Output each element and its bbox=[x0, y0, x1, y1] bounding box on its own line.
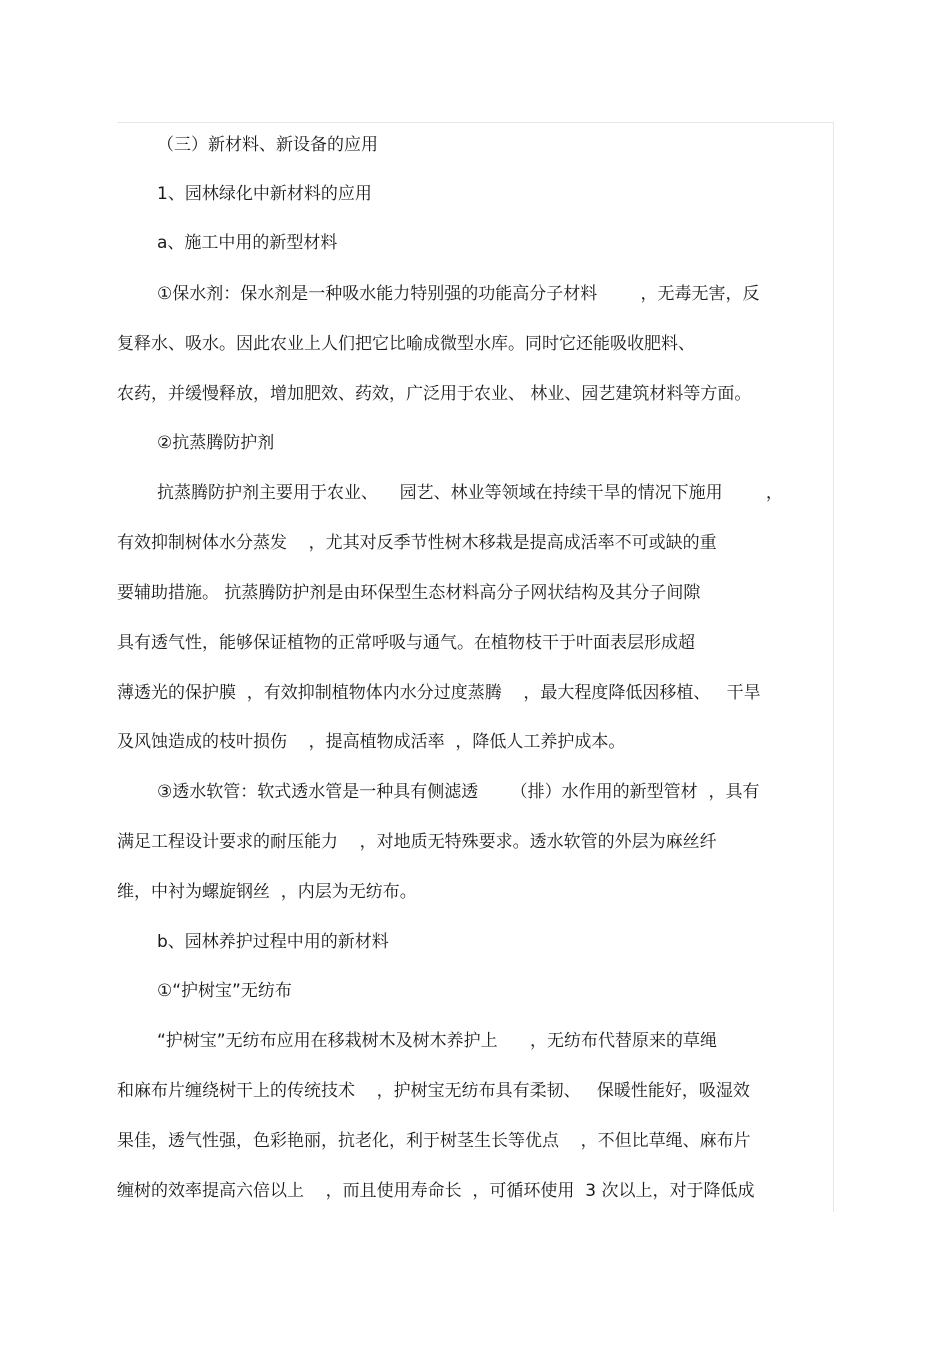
subsection-heading: 1、园林绿化中新材料的应用 bbox=[157, 184, 372, 204]
paragraph-line: 复释水、吸水。因此农业上人们把它比喻成微型水库。同时它还能吸收肥料、 bbox=[117, 334, 695, 354]
paragraph-line: 及风蚀造成的枝叶损伤 ，提高植物成活率 ，降低人工养护成本。 bbox=[117, 732, 626, 752]
paragraph-line: 薄透光的保护膜 ，有效抑制植物体内水分过度蒸腾 ，最大程度降低因移植、 干旱 bbox=[117, 683, 761, 703]
page-frame-top-border bbox=[117, 122, 833, 123]
item-heading: ①“护树宝”无纺布 bbox=[157, 981, 292, 1001]
paragraph-line: ①保水剂：保水剂是一种吸水能力特别强的功能高分子材料 ，无毒无害，反 bbox=[157, 284, 760, 304]
paragraph-line: 农药，并缓慢释放，增加肥效、药效，广泛用于农业、 林业、园艺建筑材料等方面。 bbox=[117, 384, 752, 404]
paragraph-line: ③透水软管：软式透水管是一种具有侧滤透 （排）水作用的新型管材 ，具有 bbox=[157, 782, 760, 802]
paragraph-line: 维，中衬为螺旋钢丝 ，内层为无纺布。 bbox=[117, 882, 417, 902]
paragraph-line: 抗蒸腾防护剂主要用于农业、 园艺、林业等领域在持续干旱的情况下施用 ， bbox=[157, 483, 783, 503]
paragraph-line: 果佳，透气性强，色彩艳丽，抗老化，利于树茎生长等优点 ，不但比草绳、麻布片 bbox=[117, 1131, 751, 1151]
paragraph-line: 有效抑制树体水分蒸发 ，尤其对反季节性树木移栽是提高成活率不可或缺的重 bbox=[117, 533, 717, 553]
paragraph-line: 满足工程设计要求的耐压能力 ，对地质无特殊要求。透水软管的外层为麻丝纤 bbox=[117, 832, 717, 852]
paragraph-line: 具有透气性，能够保证植物的正常呼吸与通气。在植物枝干于叶面表层形成超 bbox=[117, 633, 695, 653]
page-frame-right-border bbox=[833, 122, 834, 1212]
paragraph-line: 和麻布片缠绕树干上的传统技术 ，护树宝无纺布具有柔韧、 保暖性能好，吸湿效 bbox=[117, 1081, 750, 1101]
paragraph-line: “护树宝”无纺布应用在移栽树木及树木养护上 ，无纺布代替原来的草绳 bbox=[157, 1031, 718, 1051]
subsection-heading: b、园林养护过程中用的新材料 bbox=[157, 932, 389, 952]
item-heading: ②抗蒸腾防护剂 bbox=[157, 433, 275, 453]
section-heading: （三）新材料、新设备的应用 bbox=[157, 135, 378, 155]
paragraph-line: 缠树的效率提高六倍以上 ，而且使用寿命长 ，可循环使用 3 次以上，对于降低成 bbox=[117, 1181, 755, 1201]
paragraph-line: 要辅助措施。 抗蒸腾防护剂是由环保型生态材料高分子网状结构及其分子间隙 bbox=[117, 583, 701, 603]
subsection-heading: a、施工中用的新型材料 bbox=[157, 233, 338, 253]
